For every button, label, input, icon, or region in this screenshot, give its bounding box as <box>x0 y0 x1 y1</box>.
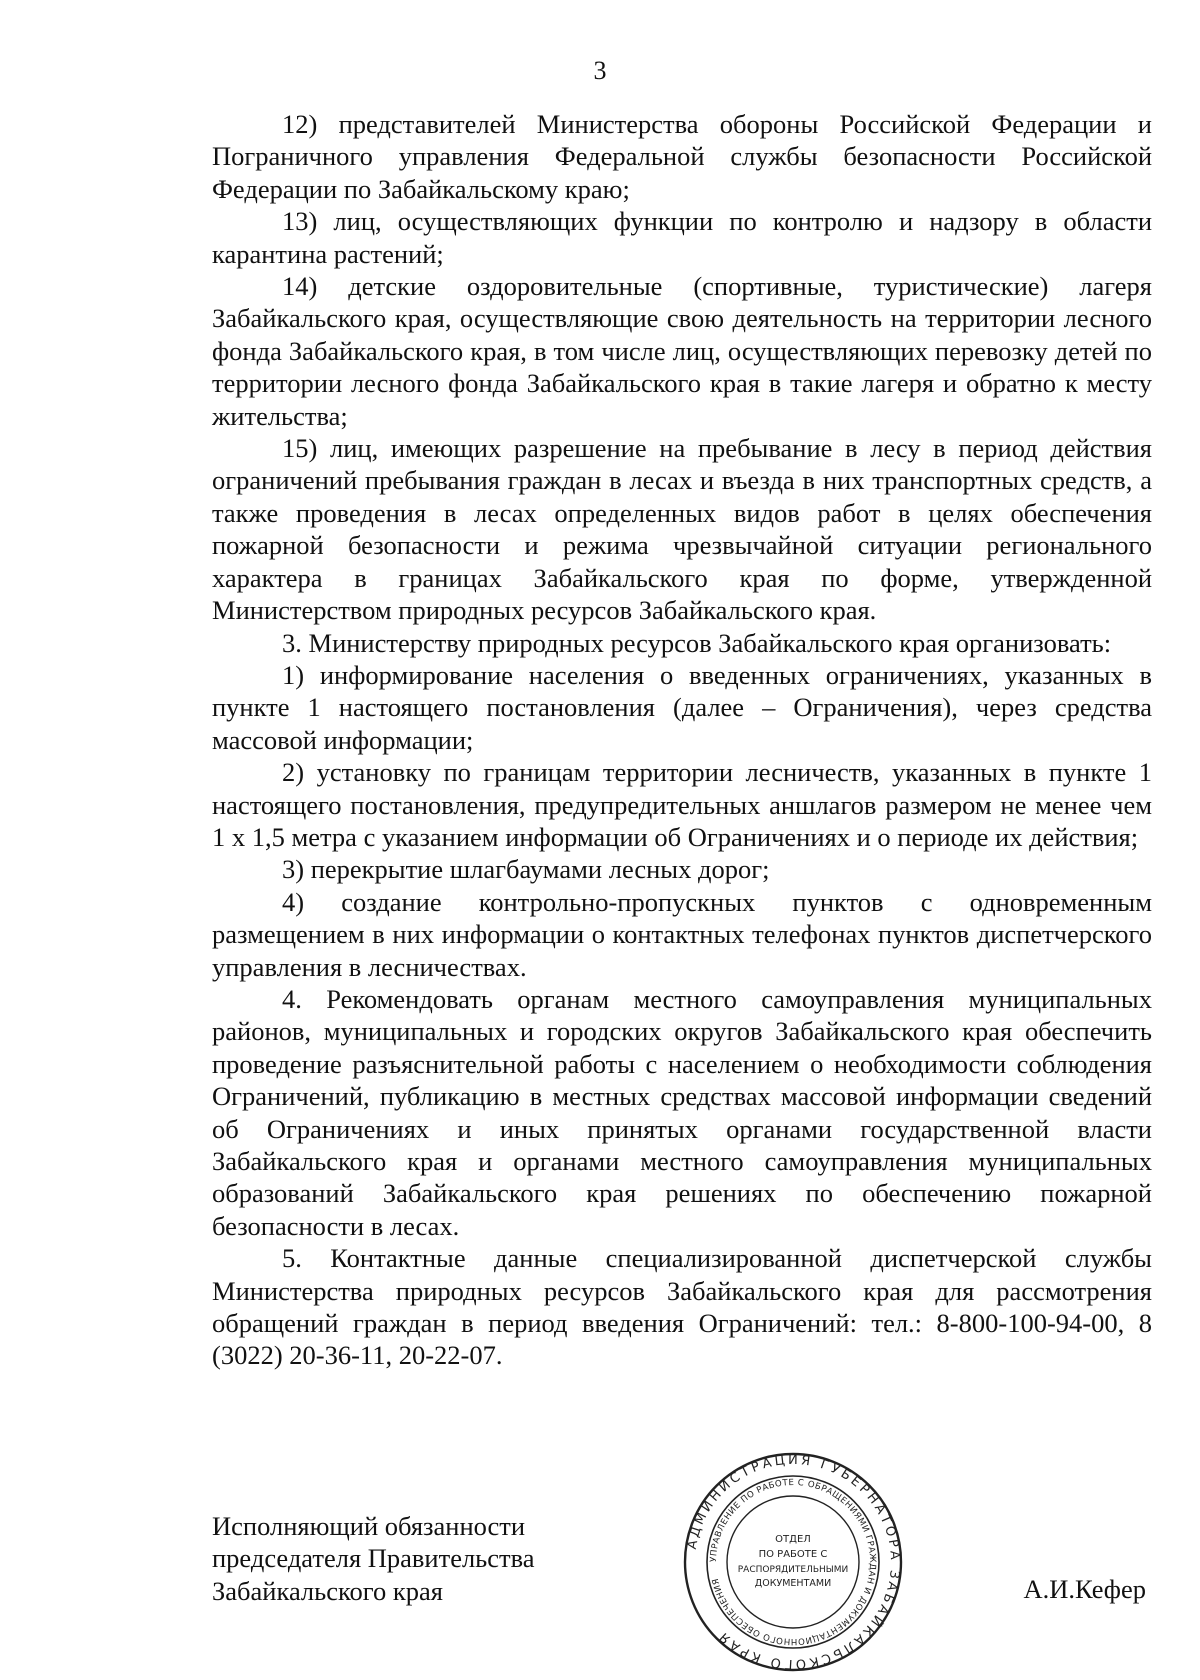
paragraph-section-3-item-4: 4) создание контрольно-пропускных пунктов с одновременным размещением в них информации о контактных телефонах пунктов диспетчерского управления в лесничествах. <box>212 886 1152 982</box>
signatory-position-line: Исполняющий обязанности <box>212 1511 526 1541</box>
paragraph-section-4: 4. Рекомендовать органам местного самоуправления муниципальных районов, муниципальных и городских округов Забайкальского края обеспечить проведение разъяснительной работы с населением о необходимости соблюдения Ограничений, публикацию в местных средствах массовой информации сведений об Ограничениях и иных принятых органами государственной власти Забайкальского края и органами местного самоуправления муниципальных образований Забайкальского края решениях по обеспечению пожарной безопасности в лесах. <box>212 983 1152 1241</box>
paragraph-item-13: 13) лиц, осуществляющих функции по контролю и надзору в области карантина растений; <box>212 206 1152 269</box>
signatory-position-line: Забайкальского края <box>212 1575 443 1606</box>
document-body <box>212 108 1152 1372</box>
stamp-center-line: ДОКУМЕНТАМИ <box>754 1578 832 1589</box>
stamp-center-line: ПО РАБОТЕ С <box>758 1549 828 1560</box>
paragraph-section-3: 3. Министерству природных ресурсов Забайкальского края организовать: <box>282 627 1112 658</box>
stamp-outer-text: АДМИНИСТРАЦИЯ ГУБЕРНАТОРА ЗАБАЙКАЛЬСКОГО КРАЯ <box>684 1452 903 1672</box>
page-number: 3 <box>593 56 607 85</box>
signatory-position-line: председателя Правительства <box>212 1543 535 1574</box>
paragraph-item-14: 14) детские оздоровительные (спортивные, туристические) лагеря Забайкальского края, осуществляющие свою деятельность на территории лесного фонда Забайкальского края, в том числе лиц, осуществляющих перевозку детей по территории лесного фонда Забайкальского края в такие лагеря и обратно к месту жительства; <box>212 271 1152 431</box>
official-stamp <box>683 1452 903 1672</box>
paragraph-section-3-item-2: 2) установку по границам территории лесничеств, указанных в пункте 1 настоящего постановления, предупредительных аншлагов размером не менее чем 1 х 1,5 метра с указанием информации об Ограничениях и о периоде их действия; <box>212 757 1152 852</box>
signatory-name: А.И.Кефер <box>1023 1574 1146 1604</box>
stamp-inner-ring <box>727 1496 859 1628</box>
stamp-inner-ring-text: УПРАВЛЕНИЕ ПО РАБОТЕ С ОБРАЩЕНИЯМИ ГРАЖДАН И ДОКУМЕНТАЦИОННОГО ОБЕСПЕЧЕНИЯ <box>708 1477 878 1647</box>
paragraph-section-3-item-3: 3) перекрытие шлагбаумами лесных дорог; <box>282 854 770 885</box>
stamp-center-line: ОТДЕЛ <box>775 1534 811 1545</box>
paragraph-item-15: 15) лиц, имеющих разрешение на пребывание в лесу в период действия ограничений пребывания граждан в лесах и въезда в них транспортных средств, а также проведения в лесах определенных видов работ в целях обеспечения пожарной безопасности и режима чрезвычайной ситуации регионального характера в границах Забайкальского края по форме, утвержденной Министерством природных ресурсов Забайкальского края. <box>212 433 1152 626</box>
paragraph-item-12: 12) представителей Министерства обороны Российской Федерации и Пограничного управления Федеральной службы безопасности Российской Федерации по Забайкальскому краю; <box>212 109 1152 204</box>
stamp-center-line: РАСПОРЯДИТЕЛЬНЫМИ <box>737 1565 849 1575</box>
signatory-position <box>212 1510 535 1607</box>
paragraph-section-5: 5. Контактные данные специализированной диспетчерской службы Министерства природных ресурсов Забайкальского края для рассмотрения обращений граждан в период введения Ограничений: тел.: 8-800-100-94-00, 8 (3022) 20-36-11, 20-22-07. <box>212 1243 1152 1371</box>
stamp-middle-ring <box>707 1476 879 1648</box>
paragraph-section-3-item-1: 1) информирование населения о введенных ограничениях, указанных в пункте 1 настоящего постановления (далее – Ограничения), через средства массовой информации; <box>212 659 1152 755</box>
